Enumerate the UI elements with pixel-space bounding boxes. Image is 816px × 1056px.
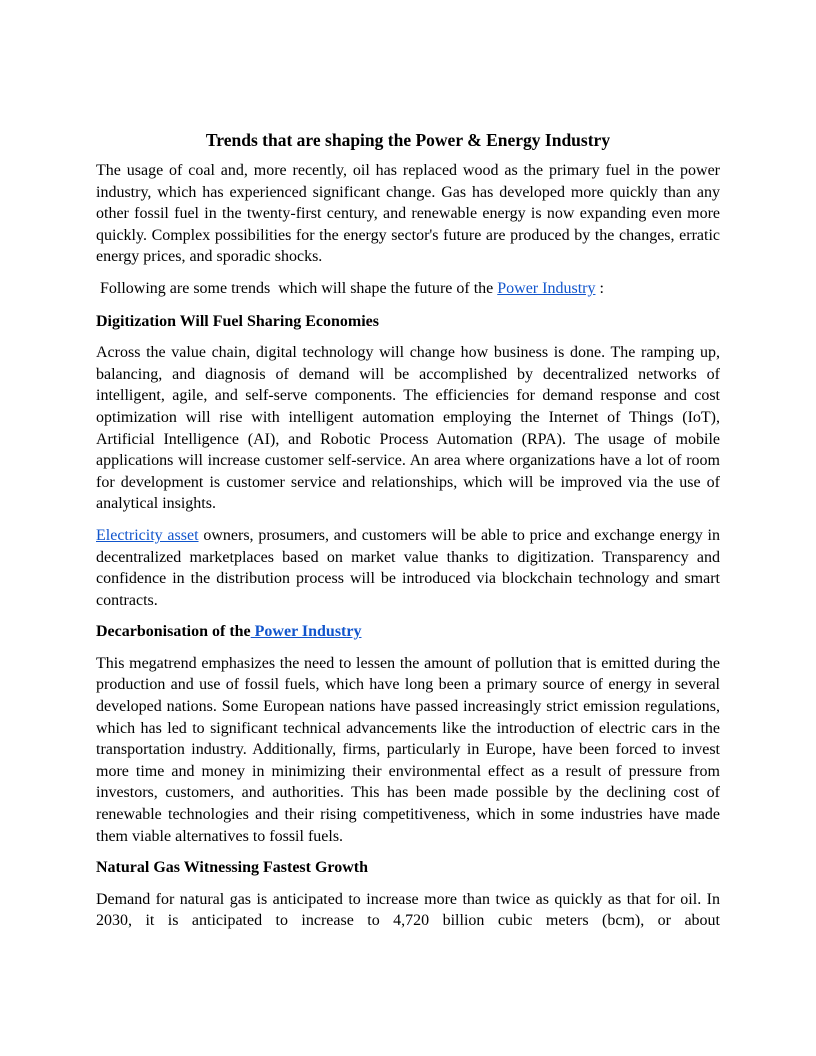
document-title: Trends that are shaping the Power & Energy Industry	[205, 130, 611, 150]
electricity-asset-text: owners, prosumers, and customers will be able to price and exchange energy in decentralized marketplaces based on market value thanks to digitization. Transparency and confidence in the distribution process will be introduced via blockchain technology and smart contracts.	[96, 526, 720, 609]
section-heading-decarbonisation	[96, 621, 720, 643]
intro-paragraph: The usage of coal and, more recently, oil has replaced wood as the primary fuel in the power industry, which has experienced significant change. Gas has developed more quickly than any other fossil fuel in the twenty-first century, and renewable energy is now expanding even more quickly. Complex possibilities for the energy sector's future are produced by the changes, erratic energy prices, and sporadic shocks.	[96, 162, 720, 266]
electricity-asset-paragraph	[96, 525, 720, 611]
document-page	[96, 129, 720, 942]
section-heading-digitization: Digitization Will Fuel Sharing Economies	[96, 312, 379, 330]
electricity-asset-link[interactable]: Electricity asset	[96, 526, 199, 544]
trends-lead-paragraph	[96, 278, 720, 300]
natural-gas-paragraph: Demand for natural gas is anticipated to increase more than twice as quickly as that for oil. In 2030, it is anticipated to increase to 4,720 billion cubic meters (bcm), or about	[96, 890, 720, 930]
power-industry-link[interactable]: Power Industry	[497, 279, 596, 297]
decarbonisation-heading-text: Decarbonisation of the	[96, 623, 251, 641]
lead-suffix: :	[595, 279, 604, 297]
power-industry-heading-link[interactable]: Power Industry	[250, 623, 362, 641]
digitization-paragraph: Across the value chain, digital technology will change how business is done. The ramping up, balancing, and diagnosis of demand will be accomplished by decentralized networks of intelligent, agile, and self-serve components. The efficiencies for demand response and cost optimization will rise with intelligent automation employing the Internet of Things (IoT), Artificial Intelligence (AI), and Robotic Process Automation (RPA). The usage of mobile applications will increase customer self-service. An area where organizations have a lot of room for development is customer service and relationships, which will be improved via the use of analytical insights.	[96, 344, 720, 513]
lead-text: Following are some trends which will shape the future of the	[96, 279, 498, 297]
section-heading-natural-gas: Natural Gas Witnessing Fastest Growth	[96, 859, 369, 877]
decarbonisation-paragraph: This megatrend emphasizes the need to lessen the amount of pollution that is emitted during the production and use of fossil fuels, which have long been a primary source of energy in several developed nations. Some European nations have passed increasingly strict emission regulations, which has led to significant technical advancements like the introduction of electric cars in the transportation industry. Additionally, firms, particularly in Europe, have been forced to invest more time and money in minimizing their environmental effect as a result of pressure from investors, customers, and authorities. This has been made possible by the declining cost of renewable technologies and their rising competitiveness, which in some industries have made them viable alternatives to fossil fuels.	[96, 654, 720, 845]
